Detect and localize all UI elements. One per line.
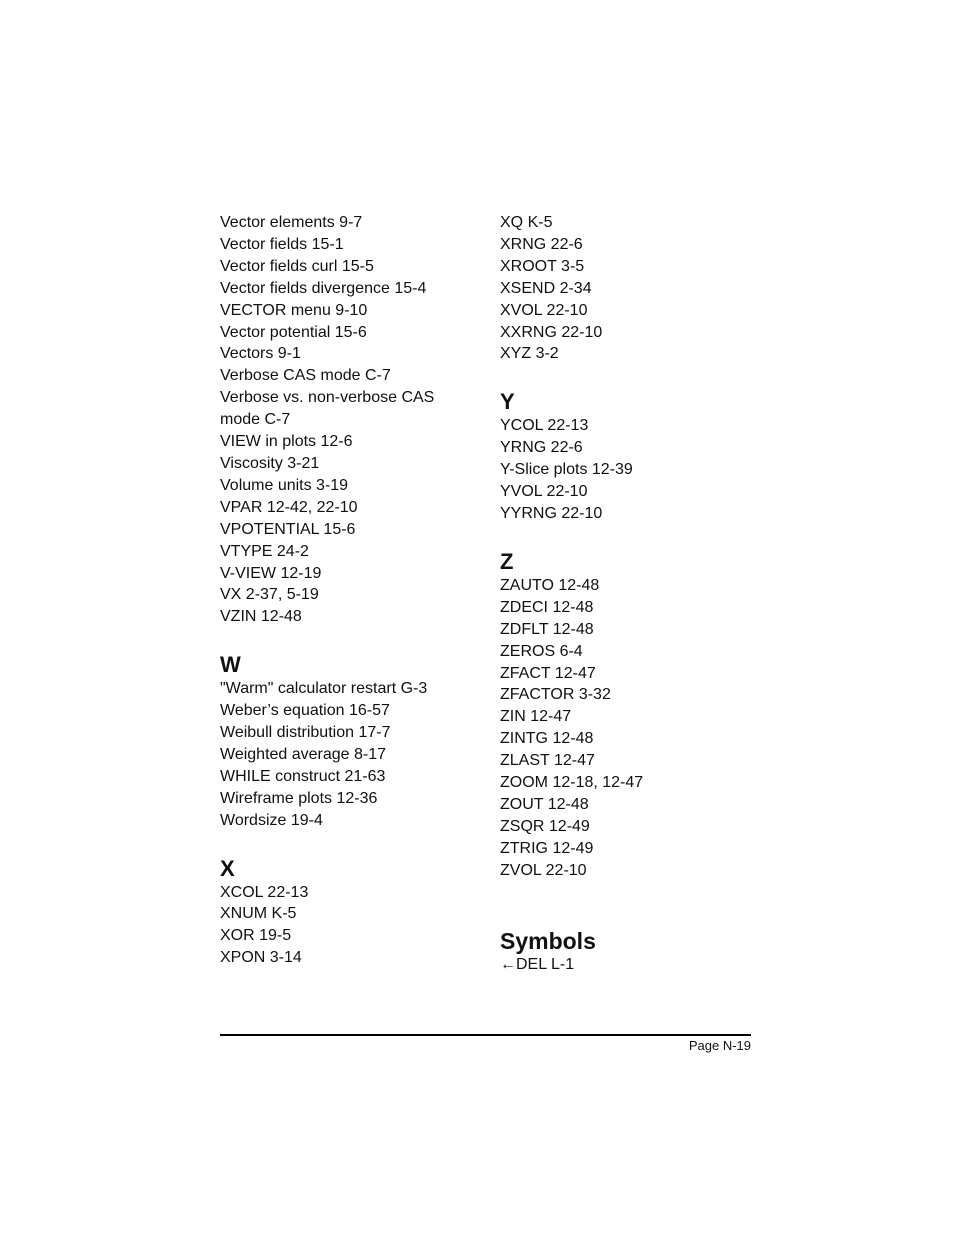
index-entry: YVOL 22-10	[500, 483, 588, 501]
z-section	[500, 549, 760, 882]
index-entry: Weighted average 8-17	[220, 745, 387, 763]
section-heading-y: Y	[500, 389, 515, 415]
index-entry: Wordsize 19-4	[220, 811, 323, 829]
index-entry: ZOUT 12-48	[500, 795, 589, 813]
index-entry: Vectors 9-1	[220, 345, 301, 363]
index-entry: VPOTENTIAL 15-6	[220, 520, 356, 538]
index-entry: XRNG 22-6	[500, 235, 583, 253]
index-entry: "Warm" calculator restart G-3	[220, 680, 428, 698]
symbols-section	[500, 928, 760, 976]
index-column-left	[220, 212, 480, 969]
index-entry: XPON 3-14	[220, 949, 302, 967]
index-entry: VIEW in plots 12-6	[220, 433, 353, 451]
index-entry: Weibull distribution 17-7	[220, 724, 391, 742]
index-entry: Verbose CAS mode C-7	[220, 367, 391, 385]
index-entry: ZDECI 12-48	[500, 598, 594, 616]
index-entry: ZINTG 12-48	[500, 730, 594, 748]
index-entry: VZIN 12-48	[220, 608, 302, 626]
index-entry: V-VIEW 12-19	[220, 564, 322, 582]
index-entry: VECTOR menu 9-10	[220, 301, 368, 319]
v-section	[220, 212, 480, 628]
index-entry: Wireframe plots 12-36	[220, 789, 378, 807]
index-entry: VTYPE 24-2	[220, 542, 309, 560]
index-entry: Vector elements 9-7	[220, 214, 363, 231]
section-heading-symbols: Symbols	[500, 927, 596, 954]
footer-rule	[220, 1034, 751, 1036]
index-entry: ZOOM 12-18, 12-47	[500, 774, 644, 792]
index-entry: Vector fields curl 15-5	[220, 257, 374, 275]
index-entry: XQ K-5	[500, 214, 553, 231]
index-entry: ZLAST 12-47	[500, 752, 595, 770]
index-entry: XVOL 22-10	[500, 301, 588, 319]
index-entry: Viscosity 3-21	[220, 454, 320, 472]
index-entry: ZSQR 12-49	[500, 817, 590, 835]
index-entry: VX 2-37, 5-19	[220, 586, 319, 604]
index-entry: Verbose vs. non-verbose CAS mode C-7	[220, 389, 435, 429]
index-entry: ZEROS 6-4	[500, 642, 583, 660]
x-continued-section	[500, 212, 760, 365]
section-heading-w: W	[220, 652, 241, 678]
index-entry: XSEND 2-34	[500, 279, 592, 297]
index-entry: Vector fields 15-1	[220, 235, 344, 253]
index-entry: ZDFLT 12-48	[500, 620, 594, 638]
index-entry: XOR 19-5	[220, 927, 292, 945]
index-entry: Weber’s equation 16-57	[220, 702, 390, 720]
index-entry: XCOL 22-13	[220, 883, 309, 901]
index-entry: YRNG 22-6	[500, 439, 583, 457]
index-entry: XYZ 3-2	[500, 345, 559, 363]
index-entry: ZVOL 22-10	[500, 861, 587, 879]
index-entry: ZFACTOR 3-32	[500, 686, 611, 704]
index-entry: Vector potential 15-6	[220, 323, 367, 341]
index-entry: Y-Slice plots 12-39	[500, 461, 633, 479]
index-entry: XNUM K-5	[220, 905, 297, 923]
index-entry: ZIN 12-47	[500, 708, 572, 726]
index-entry: VPAR 12-42, 22-10	[220, 498, 358, 516]
index-entry: Vector fields divergence 15-4	[220, 279, 427, 297]
section-heading-z: Z	[500, 548, 514, 574]
page-number: Page N-19	[688, 1038, 751, 1053]
index-entry: ZFACT 12-47	[500, 664, 596, 682]
index-entry: YYRNG 22-10	[500, 504, 603, 522]
index-entry: Volume units 3-19	[220, 476, 349, 494]
index-entry: ZAUTO 12-48	[500, 576, 600, 594]
y-section	[500, 389, 760, 525]
index-entry: XROOT 3-5	[500, 257, 585, 275]
index-column-right	[500, 212, 760, 975]
x-section	[220, 856, 480, 970]
section-heading-x: X	[220, 855, 235, 881]
index-entry: ←DEL L-1	[500, 955, 575, 973]
index-entry: WHILE construct 21-63	[220, 767, 386, 785]
w-section	[220, 652, 480, 831]
index-entry: XXRNG 22-10	[500, 323, 603, 341]
index-entry: YCOL 22-13	[500, 417, 589, 435]
index-entry: ZTRIG 12-49	[500, 839, 594, 857]
